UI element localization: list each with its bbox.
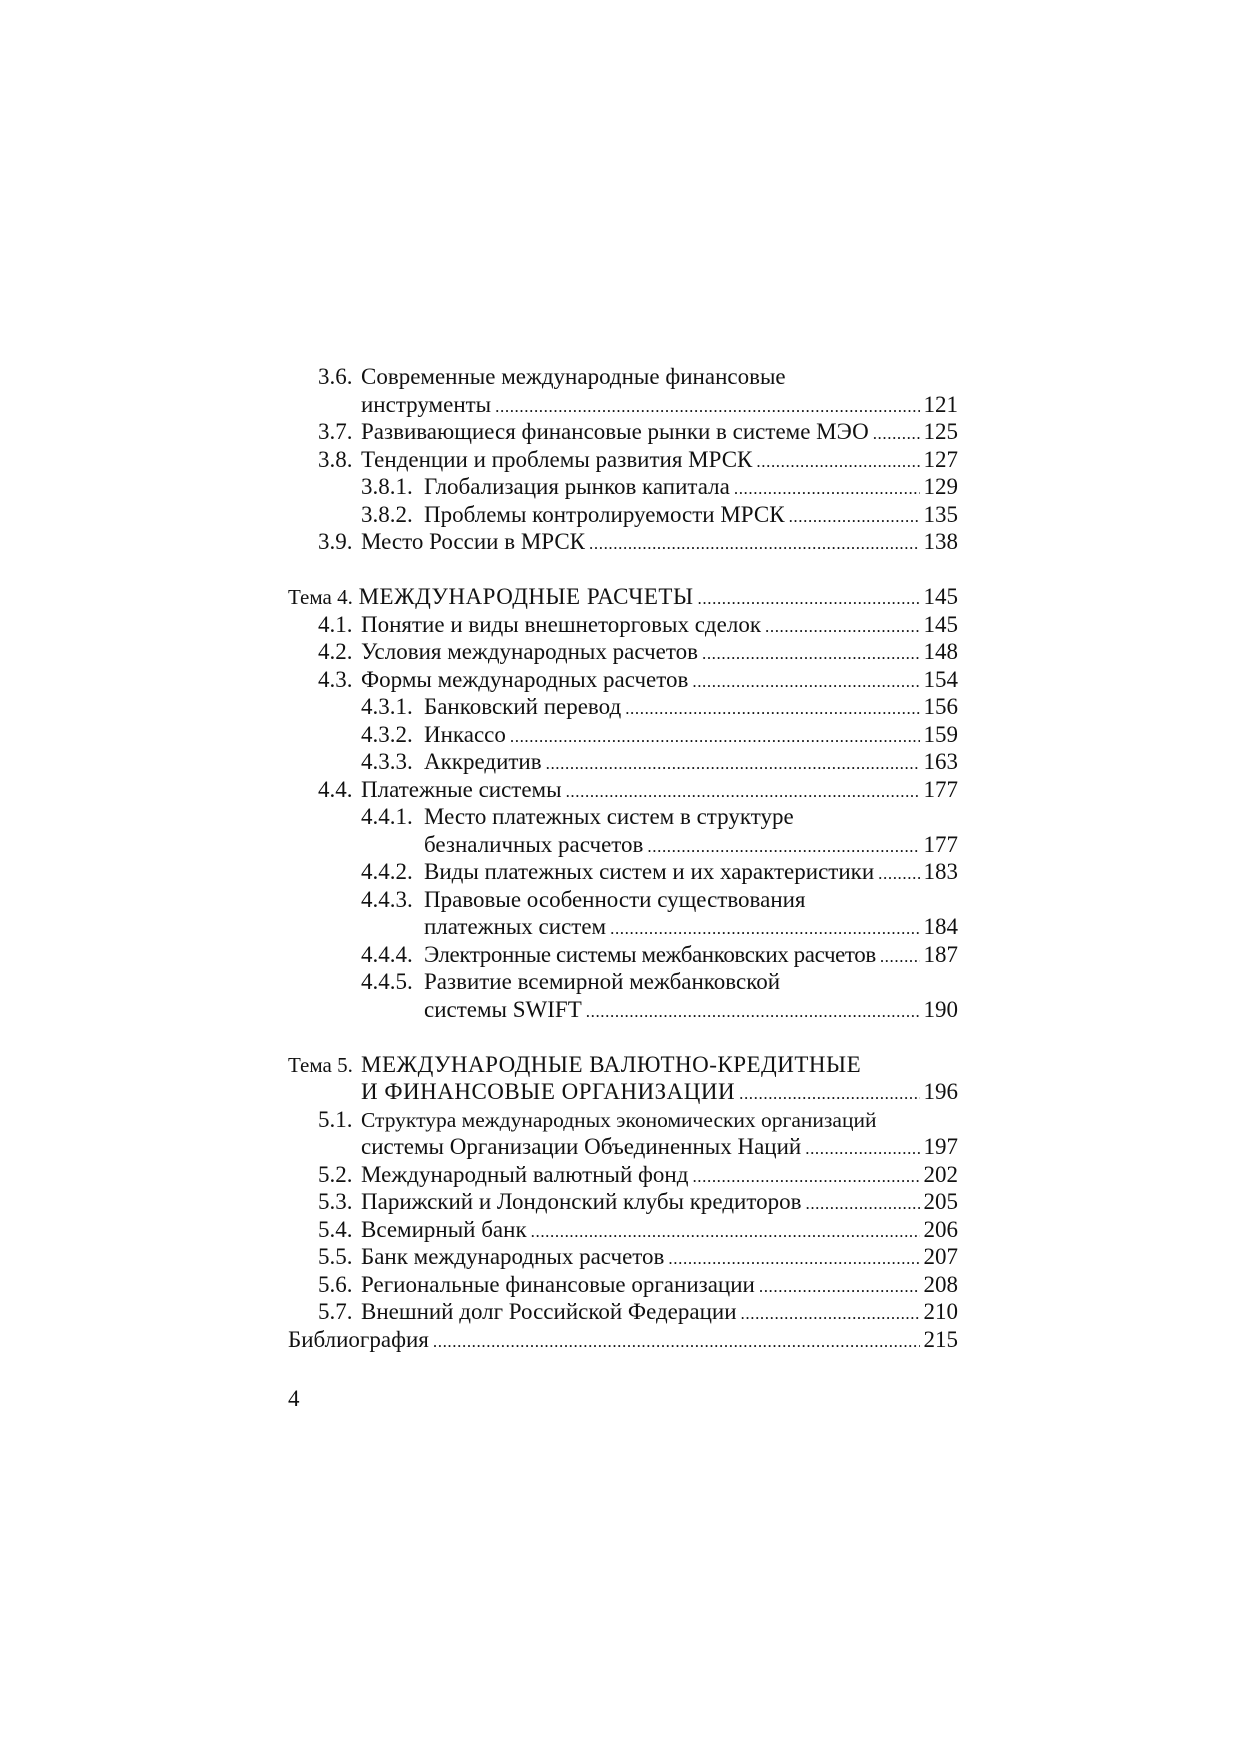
dot-leader (531, 1218, 920, 1246)
dot-leader (668, 1245, 919, 1273)
dot-leader (789, 503, 920, 531)
toc-page: 184 (923, 914, 958, 939)
toc-page: 177 (923, 776, 958, 802)
toc-title: Развивающиеся финансовые рынки в системе МЭО (361, 419, 869, 444)
toc-page: 187 (923, 941, 958, 967)
toc-entry-3-7[interactable] (288, 418, 958, 446)
toc-entry-tema-5-cont[interactable] (288, 1078, 958, 1106)
toc-number: 4.4.4. (361, 941, 413, 967)
toc-entry-4-4[interactable] (288, 776, 958, 804)
toc-number: 4.2. (318, 639, 353, 664)
table-of-contents (288, 363, 958, 1353)
dot-leader (805, 1135, 919, 1163)
toc-title: Инкассо (424, 721, 506, 747)
toc-number: 5.5. (318, 1244, 353, 1269)
dot-leader (610, 915, 919, 943)
toc-title-cont: безналичных расчетов (424, 831, 644, 857)
toc-title: Современные международные финансовые (361, 364, 786, 389)
dot-leader (495, 393, 919, 421)
toc-page: 138 (923, 529, 958, 554)
toc-title-cont: системы SWIFT (424, 996, 582, 1022)
toc-entry-4-4-3-cont[interactable] (288, 913, 958, 941)
toc-entry-5-1-cont[interactable] (288, 1133, 958, 1161)
toc-entry-4-2[interactable] (288, 638, 958, 666)
dot-leader (586, 998, 920, 1026)
toc-entry-4-4-5[interactable] (288, 968, 958, 996)
toc-page: 148 (923, 639, 958, 664)
toc-title: Структура международных экономических организаций (361, 1107, 877, 1132)
dot-leader (433, 1328, 920, 1356)
toc-number: 4.3.2. (361, 721, 413, 747)
toc-page: 206 (923, 1216, 958, 1242)
toc-title: Условия международных расчетов (361, 639, 698, 664)
toc-entry-tema-4[interactable] (288, 583, 958, 611)
toc-page: 207 (923, 1244, 958, 1269)
toc-number: 4.1. (318, 611, 353, 637)
toc-number: 4.4. (318, 776, 353, 802)
toc-page: 154 (923, 666, 958, 692)
toc-entry-5-5[interactable] (288, 1243, 958, 1271)
toc-page: 129 (923, 474, 958, 499)
toc-page: 208 (923, 1271, 958, 1297)
toc-number: 3.6. (318, 364, 353, 389)
toc-entry-5-1[interactable] (288, 1106, 958, 1134)
toc-page: 159 (923, 721, 958, 747)
toc-page: 202 (923, 1161, 958, 1187)
toc-title: Банковский перевод (424, 694, 622, 719)
toc-number: 4.4.1. (361, 804, 413, 829)
toc-entry-4-3-1[interactable] (288, 693, 958, 721)
toc-tema-label: Тема 4. (288, 585, 353, 609)
toc-title: Региональные финансовые организации (361, 1271, 755, 1297)
toc-entry-4-4-4[interactable] (288, 941, 958, 969)
toc-number: 4.4.2. (361, 859, 413, 884)
toc-title-cont: И ФИНАНСОВЫЕ ОРГАНИЗАЦИИ (361, 1079, 736, 1104)
toc-entry-4-3-2[interactable] (288, 721, 958, 749)
dot-leader (734, 475, 920, 503)
toc-number: 3.7. (318, 419, 353, 444)
toc-entry-4-4-2[interactable] (288, 858, 958, 886)
toc-entry-3-8-1[interactable] (288, 473, 958, 501)
toc-page: 190 (923, 996, 958, 1022)
toc-tema-label: Тема 5. (288, 1052, 353, 1077)
dot-leader (625, 695, 919, 723)
toc-number: 3.8.2. (361, 501, 413, 527)
toc-entry-5-6[interactable] (288, 1271, 958, 1299)
toc-entry-4-1[interactable] (288, 611, 958, 639)
toc-number: 4.4.5. (361, 969, 413, 994)
toc-number: 3.8.1. (361, 474, 413, 499)
toc-title: Формы международных расчетов (361, 666, 689, 692)
toc-title-cont: инструменты (361, 391, 492, 417)
toc-title-cont: платежных систем (424, 914, 607, 939)
toc-number: 3.8. (318, 446, 353, 472)
dot-leader (759, 1273, 920, 1301)
toc-page: 196 (923, 1079, 958, 1104)
toc-page: 210 (923, 1299, 958, 1324)
toc-page: 127 (923, 446, 958, 472)
toc-title: Место России в МРСК (361, 529, 586, 554)
toc-number: 4.4.3. (361, 886, 413, 912)
toc-number: 4.3. (318, 666, 353, 692)
dot-leader (702, 640, 920, 668)
toc-title: Платежные системы (361, 776, 562, 802)
dot-leader (765, 613, 920, 641)
dot-leader (880, 943, 920, 971)
toc-title: Виды платежных систем и их характеристики (424, 859, 875, 884)
dot-leader (698, 585, 920, 613)
toc-entry-5-3[interactable] (288, 1188, 958, 1216)
dot-leader (692, 1163, 919, 1191)
toc-entry-5-7[interactable] (288, 1298, 958, 1326)
toc-entry-4-3-3[interactable] (288, 748, 958, 776)
toc-page: 205 (923, 1189, 958, 1214)
toc-entry-bibliography[interactable] (288, 1326, 958, 1354)
toc-entry-4-4-1-cont[interactable] (288, 831, 958, 859)
toc-page: 163 (923, 749, 958, 774)
dot-leader (589, 530, 919, 558)
toc-title: МЕЖДУНАРОДНЫЕ ВАЛЮТНО-КРЕДИТНЫЕ (361, 1051, 862, 1077)
dot-leader (873, 420, 920, 448)
toc-number: 5.6. (318, 1271, 353, 1297)
toc-page: 121 (923, 391, 958, 417)
toc-number: 5.3. (318, 1189, 353, 1214)
toc-entry-3-9[interactable] (288, 528, 958, 556)
dot-leader (741, 1300, 920, 1328)
toc-title: Тенденции и проблемы развития МРСК (361, 446, 753, 472)
toc-title: Электронные системы межбанковских расчетов (424, 941, 876, 967)
toc-title: Правовые особенности существования (424, 886, 806, 912)
dot-leader (739, 1080, 919, 1108)
spacer (288, 556, 958, 584)
toc-entry-5-4[interactable] (288, 1216, 958, 1244)
dot-leader (566, 778, 920, 806)
toc-page: 215 (923, 1326, 958, 1352)
toc-title: МЕЖДУНАРОДНЫЕ РАСЧЕТЫ (358, 584, 694, 609)
toc-entry-5-2[interactable] (288, 1161, 958, 1189)
toc-title: Банк международных расчетов (361, 1244, 665, 1269)
toc-title: Аккредитив (424, 749, 542, 774)
toc-title: Международный валютный фонд (361, 1161, 689, 1187)
toc-number: 3.9. (318, 529, 353, 554)
toc-title: Развитие всемирной межбанковской (424, 969, 781, 994)
toc-page: 145 (923, 611, 958, 637)
toc-entry-tema-5[interactable] (288, 1051, 958, 1079)
dot-leader (878, 860, 919, 888)
toc-entry-4-3[interactable] (288, 666, 958, 694)
toc-title: Проблемы контролируемости МРСК (424, 501, 785, 527)
toc-number: 4.3.1. (361, 694, 413, 719)
toc-page: 197 (923, 1134, 958, 1159)
toc-number: 5.7. (318, 1299, 353, 1324)
toc-entry-3-8[interactable] (288, 446, 958, 474)
toc-title: Парижский и Лондонский клубы кредиторов (361, 1189, 802, 1214)
toc-number: 5.1. (318, 1106, 353, 1132)
toc-title: Внешний долг Российской Федерации (361, 1299, 737, 1324)
toc-number: 4.3.3. (361, 749, 413, 774)
toc-entry-3-6[interactable] (288, 363, 958, 391)
toc-title: Всемирный банк (361, 1216, 527, 1242)
toc-page: 125 (923, 419, 958, 444)
toc-page: 183 (923, 859, 958, 884)
toc-title: Библиография (288, 1326, 429, 1352)
toc-entry-3-8-2[interactable] (288, 501, 958, 529)
spacer (288, 1023, 958, 1051)
dot-leader (546, 750, 920, 778)
page-number: 4 (288, 1386, 300, 1411)
toc-page: 145 (923, 584, 958, 609)
toc-title-cont: системы Организации Объединенных Наций (361, 1134, 802, 1159)
dot-leader (805, 1190, 919, 1218)
toc-number: 5.2. (318, 1161, 353, 1187)
dot-leader (510, 723, 920, 751)
toc-title: Понятие и виды внешнеторговых сделок (361, 611, 761, 637)
toc-entry-4-4-1[interactable] (288, 803, 958, 831)
toc-number: 5.4. (318, 1216, 353, 1242)
dot-leader (647, 833, 919, 861)
toc-title: Место платежных систем в структуре (424, 804, 794, 829)
toc-entry-3-6-cont[interactable] (288, 391, 958, 419)
toc-page: 156 (923, 694, 958, 719)
dot-leader (692, 668, 919, 696)
toc-title: Глобализация рынков капитала (424, 474, 730, 499)
toc-page: 135 (923, 501, 958, 527)
toc-entry-4-4-3[interactable] (288, 886, 958, 914)
toc-entry-4-4-5-cont[interactable] (288, 996, 958, 1024)
toc-page: 177 (923, 831, 958, 857)
dot-leader (756, 448, 919, 476)
